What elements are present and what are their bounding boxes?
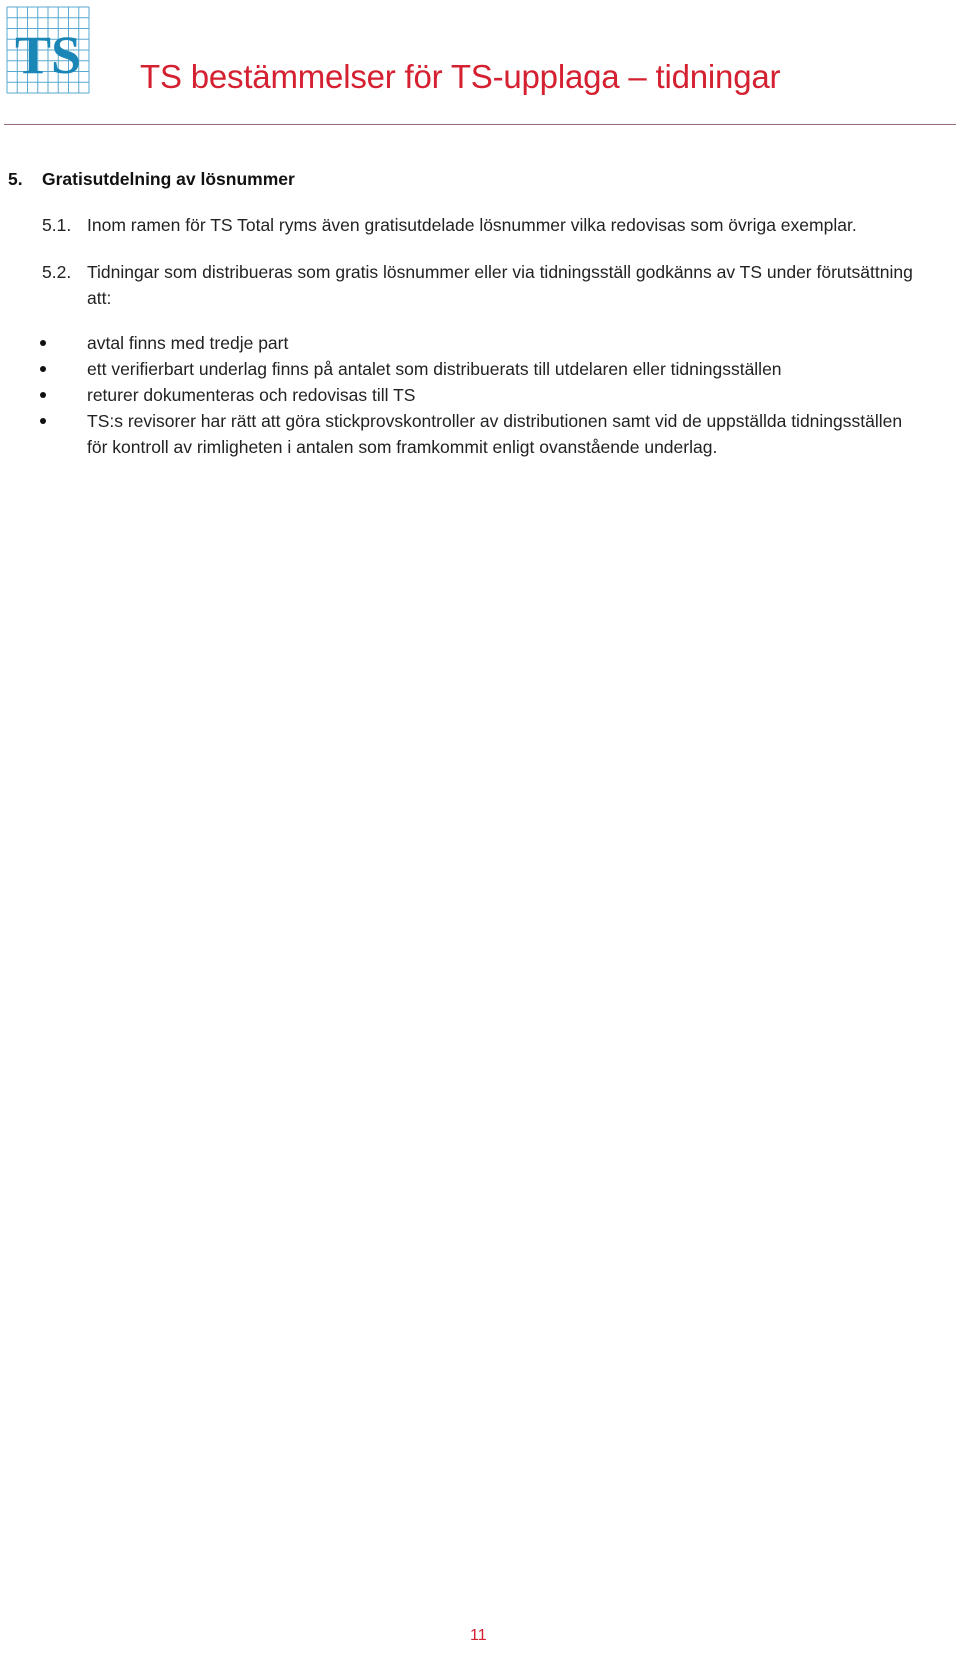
list-item-text: ett verifierbart underlag finns på antalet som distribuerats till utdelaren eller tidningsställen [87,359,782,379]
list-item [36,356,916,382]
document-title: TS bestämmelser för TS-upplaga – tidningar [140,58,781,95]
ts-logo [5,5,91,95]
list-item [36,382,916,408]
paragraph-number: 5.1. [42,215,72,235]
header-divider [4,124,956,125]
paragraph-5-2 [42,259,922,311]
list-item-text: avtal finns med tredje part [87,333,289,353]
list-item [36,408,916,460]
section-heading [8,169,295,190]
page-number: 11 [470,1627,487,1644]
section-title: Gratisutdelning av lösnummer [42,169,295,189]
paragraph-5-1 [42,212,922,238]
paragraph-text: Tidningar som distribueras som gratis lösnummer eller via tidningsställ godkänns av TS under förutsättning att: [87,262,913,308]
list-item-text: returer dokumenteras och redovisas till TS [87,385,416,405]
svg-text:TS: TS [14,25,82,85]
bullet-icon [40,392,46,398]
bullet-icon [40,340,46,346]
paragraph-text: Inom ramen för TS Total ryms även gratisutdelade lösnummer vilka redovisas som övriga exemplar. [87,215,857,235]
bullet-icon [40,418,46,424]
bullet-icon [40,366,46,372]
list-item [36,330,916,356]
bullet-list [36,330,916,460]
section-number: 5. [8,169,23,189]
list-item-text: TS:s revisorer har rätt att göra stickprovskontroller av distributionen samt vid de uppställda tidningsställen för kontroll av rimligheten i antalen som framkommit enligt ovanstående underlag. [87,411,903,457]
paragraph-number: 5.2. [42,262,72,282]
